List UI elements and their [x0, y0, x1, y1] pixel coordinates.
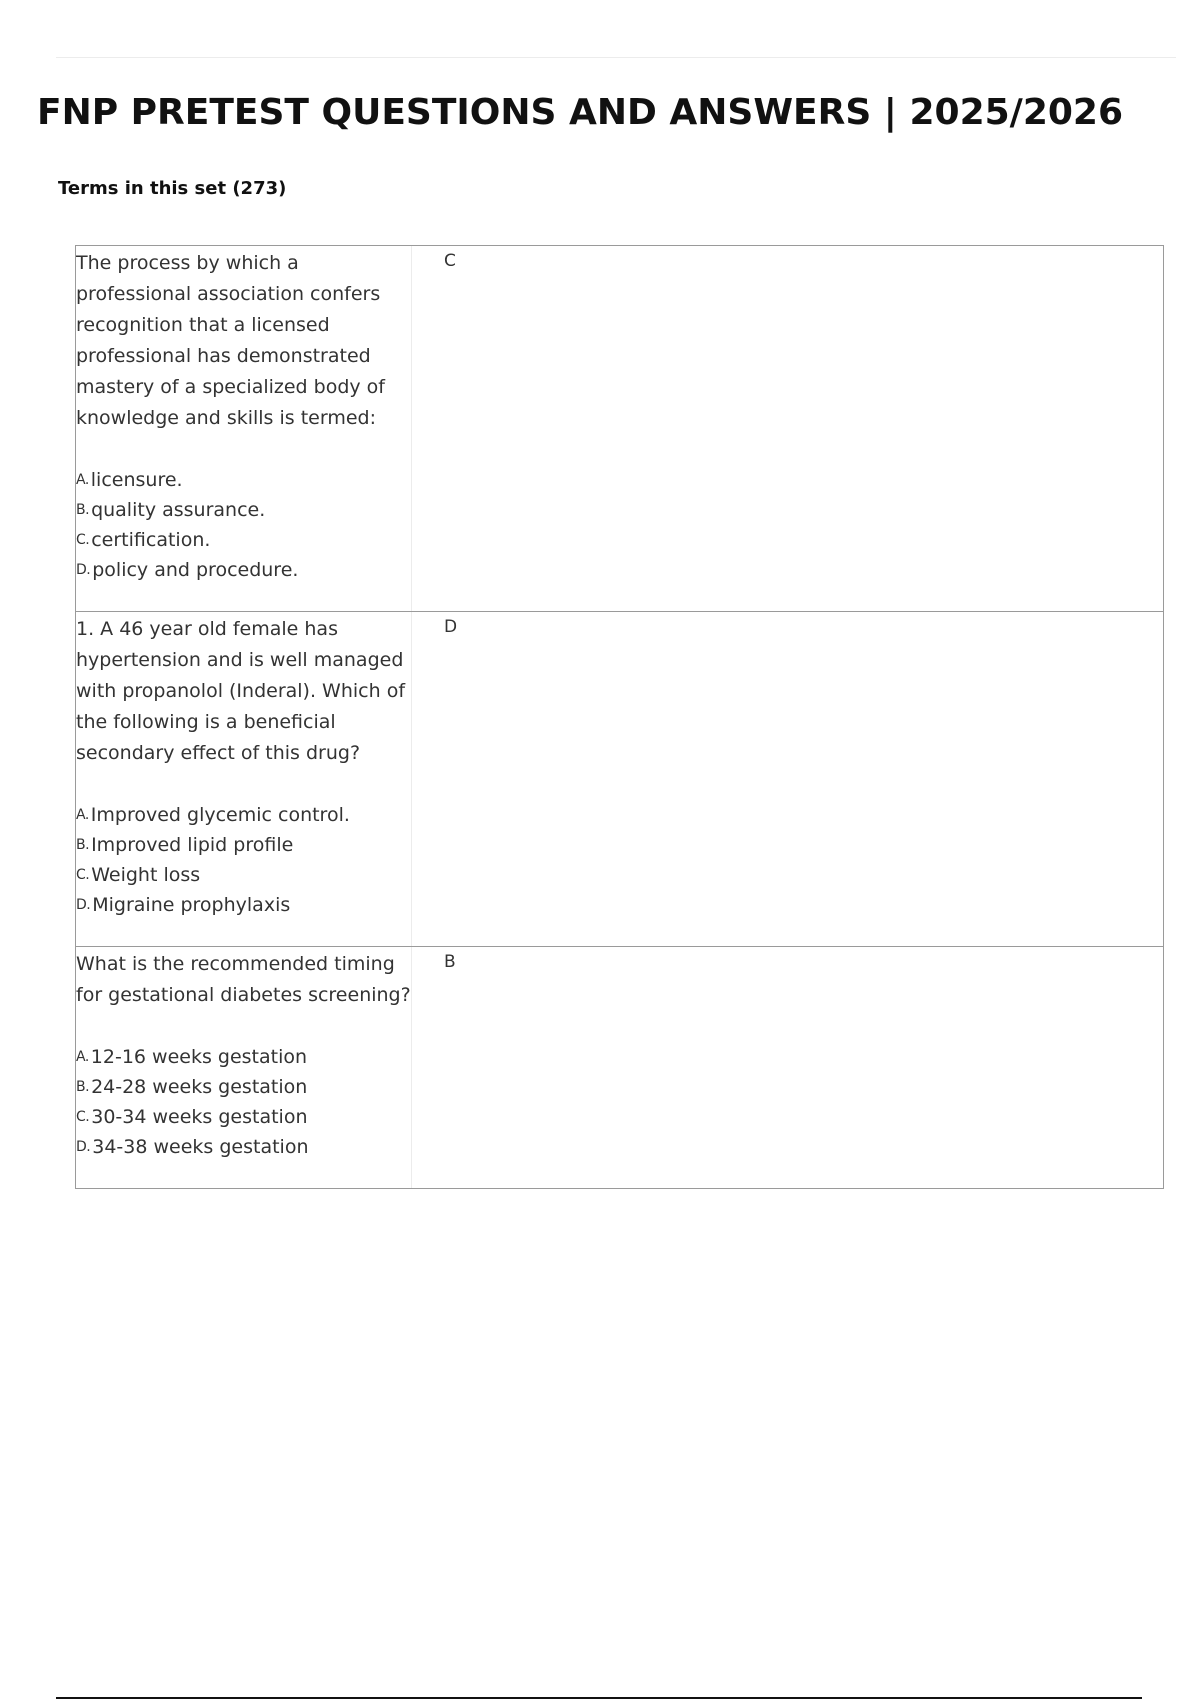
option-letter: C.	[76, 532, 90, 548]
option-a	[76, 465, 411, 495]
option-a	[76, 800, 411, 830]
answer-cell: D	[444, 617, 458, 637]
term-cell	[76, 246, 412, 611]
table-row	[76, 611, 1163, 946]
page-title: FNP PRETEST QUESTIONS AND ANSWERS | 2025/2026	[37, 92, 1124, 133]
option-text: Improved lipid profile	[91, 834, 294, 856]
option-letter: A.	[76, 472, 89, 488]
option-d	[76, 1132, 411, 1162]
option-a	[76, 1042, 411, 1072]
option-b	[76, 495, 411, 525]
option-letter: B.	[76, 837, 90, 853]
option-text: 30-34 weeks gestation	[91, 1106, 308, 1128]
option-text: quality assurance.	[91, 499, 266, 521]
question-text: What is the recommended timing for gestational diabetes screening?	[76, 953, 411, 1006]
option-letter: B.	[76, 1079, 90, 1095]
top-divider	[56, 57, 1176, 58]
option-text: 24-28 weeks gestation	[91, 1076, 308, 1098]
option-letter: D.	[76, 1139, 91, 1155]
option-text: Migraine prophylaxis	[92, 894, 291, 916]
question-text: The process by which a professional association confers recognition that a licensed professional has demonstrated mastery of a specialized body of knowledge and skills is termed:	[76, 252, 386, 429]
option-letter: C.	[76, 1109, 90, 1125]
option-d	[76, 890, 411, 920]
answer-cell: C	[444, 251, 456, 271]
terms-count: Terms in this set (273)	[58, 178, 287, 199]
option-c	[76, 1102, 411, 1132]
option-text: policy and procedure.	[92, 559, 299, 581]
option-text: licensure.	[90, 469, 183, 491]
option-d	[76, 555, 411, 585]
option-c	[76, 525, 411, 555]
bottom-divider	[56, 1697, 1142, 1699]
table-row	[76, 946, 1163, 1188]
options-list	[76, 800, 411, 920]
options-list	[76, 465, 411, 585]
option-text: 12-16 weeks gestation	[90, 1046, 308, 1068]
option-text: Improved glycemic control.	[90, 804, 350, 826]
term-cell	[76, 612, 412, 946]
option-text: certification.	[91, 529, 211, 551]
option-letter: C.	[76, 867, 90, 883]
term-cell	[76, 947, 412, 1188]
option-text: 34-38 weeks gestation	[92, 1136, 309, 1158]
option-letter: D.	[76, 897, 91, 913]
option-letter: A.	[76, 1049, 89, 1065]
option-c	[76, 860, 411, 890]
question-text: 1. A 46 year old female has hypertension and is well managed with propanolol (Inderal). Which of the following is a beneficial secondary effect of this drug?	[76, 618, 406, 764]
options-list	[76, 1042, 411, 1162]
answer-cell: B	[444, 952, 456, 972]
table-row	[76, 246, 1163, 611]
option-b	[76, 830, 411, 860]
option-b	[76, 1072, 411, 1102]
qa-table	[75, 245, 1164, 1189]
option-text: Weight loss	[91, 864, 201, 886]
option-letter: B.	[76, 502, 90, 518]
option-letter: A.	[76, 807, 89, 823]
option-letter: D.	[76, 562, 91, 578]
